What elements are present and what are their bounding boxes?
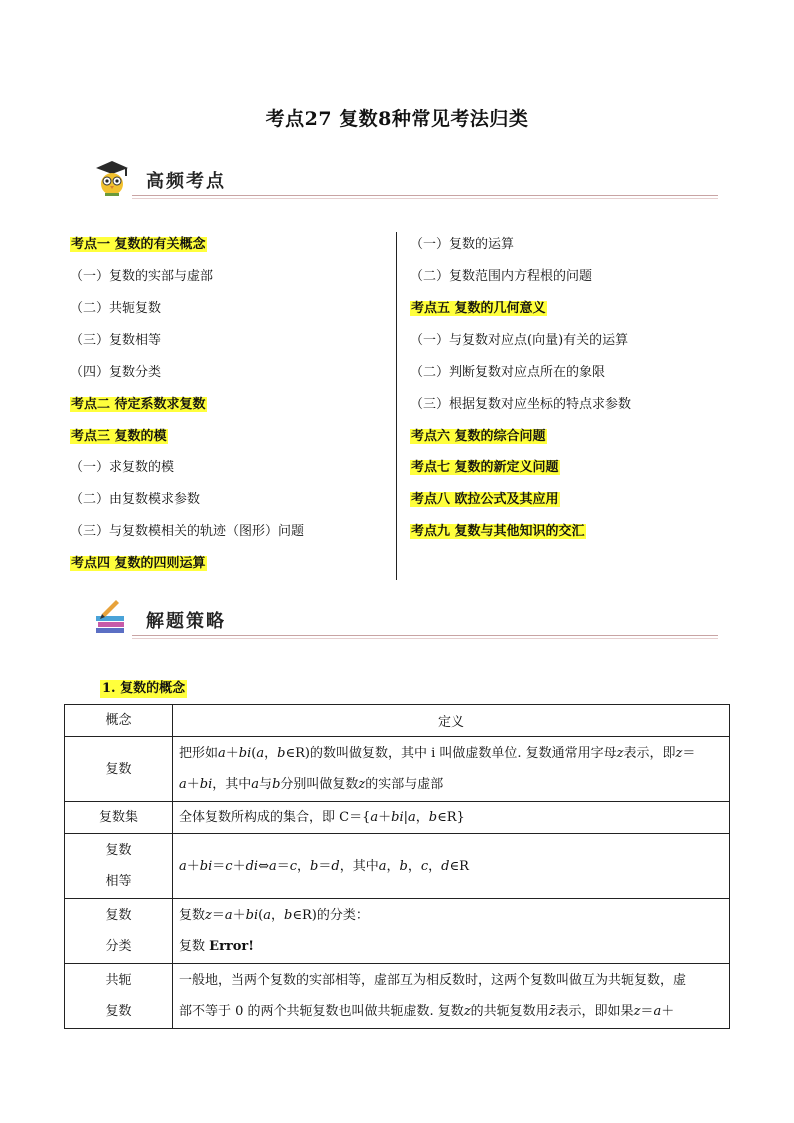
toc-item: 考点二 待定系数求复数: [71, 397, 206, 412]
header-definition: 定义: [173, 705, 730, 737]
concept-cell: 复数: [65, 737, 173, 802]
definition-cell: [173, 737, 730, 802]
header-concept: 概念: [65, 705, 173, 737]
toc-item: 考点七 复数的新定义问题: [411, 460, 559, 475]
toc-item: （一）复数的运算: [410, 237, 515, 252]
toc-item: 考点三 复数的模: [71, 429, 167, 444]
toc-item: （三）与复数模相关的轨迹（图形）问题: [70, 524, 305, 539]
definition-cell: [173, 964, 730, 1029]
concept-cell: 共轭 复数: [65, 964, 173, 1029]
table-row: [65, 834, 730, 899]
toc: [0, 232, 794, 582]
definition-line: 部不等于 0 的两个共轭复数也叫做共轭虚数. 复数z的共轭复数用z̄表示，即如果z＝a＋: [179, 1004, 675, 1019]
toc-item: （二）判断复数对应点所在的象限: [410, 365, 606, 380]
toc-item: （二）复数范围内方程根的问题: [410, 269, 593, 284]
page-title: 考点27 复数8种常见考法归类: [265, 108, 529, 130]
definition-line: a＋bi，其中a与b分别叫做复数z的实部与虚部: [179, 777, 444, 792]
concept-cell: 复数集: [65, 802, 173, 834]
definition-line: 一般地，当两个复数的实部相等，虚部互为相反数时，这两个复数叫做互为共轭复数，虚: [179, 973, 687, 988]
table-row: [65, 802, 730, 834]
table-row: [65, 899, 730, 964]
toc-item: （二）共轭复数: [70, 301, 162, 316]
column-divider: [396, 232, 397, 580]
definition-table: [64, 704, 730, 1029]
definition-cell: a＋bi＝c＋di⇔a＝c，b＝d，其中a，b，c，d∈R: [173, 834, 730, 899]
section-banner-frequent: [92, 160, 718, 202]
toc-item: 考点五 复数的几何意义: [411, 301, 546, 316]
toc-item: （一）求复数的模: [70, 460, 175, 475]
definition-cell: 全体复数所构成的集合，即 C＝{a＋bi|a，b∈R}: [173, 802, 730, 834]
banner-label: 高频考点: [146, 171, 226, 192]
toc-item: （一）与复数对应点(向量)有关的运算: [410, 333, 629, 348]
toc-item: （二）由复数模求参数: [70, 492, 201, 507]
definition-line: 把形如a＋bi(a，b∈R)的数叫做复数，其中 i 叫做虚数单位. 复数通常用字母z表示，即z＝: [179, 746, 696, 761]
toc-item: 考点一 复数的有关概念: [71, 237, 206, 252]
graduate-owl-icon: [92, 158, 132, 198]
section-heading: 1. 复数的概念: [102, 681, 186, 696]
toc-item: （四）复数分类: [70, 365, 162, 380]
table-row: [65, 737, 730, 802]
toc-item: 考点八 欧拉公式及其应用: [411, 492, 559, 507]
section-banner-strategy: [92, 600, 718, 642]
concept-cell: 复数 相等: [65, 834, 173, 899]
definition-cell: [173, 899, 730, 964]
toc-item: 考点四 复数的四则运算: [71, 556, 206, 571]
books-pencil-icon: [92, 598, 132, 638]
toc-item: （三）复数相等: [70, 333, 162, 348]
toc-item: （一）复数的实部与虚部: [70, 269, 214, 284]
definition-line: 复数 Error!: [179, 939, 254, 954]
toc-item: （三）根据复数对应坐标的特点求参数: [410, 397, 632, 412]
toc-item: 考点六 复数的综合问题: [411, 429, 546, 444]
banner-label: 解题策略: [146, 611, 226, 632]
definition-line: 复数z＝a＋bi(a，b∈R)的分类：: [179, 908, 369, 923]
toc-item: 考点九 复数与其他知识的交汇: [411, 524, 585, 539]
concept-cell: 复数 分类: [65, 899, 173, 964]
table-row: [65, 964, 730, 1029]
table-header-row: [65, 705, 730, 737]
